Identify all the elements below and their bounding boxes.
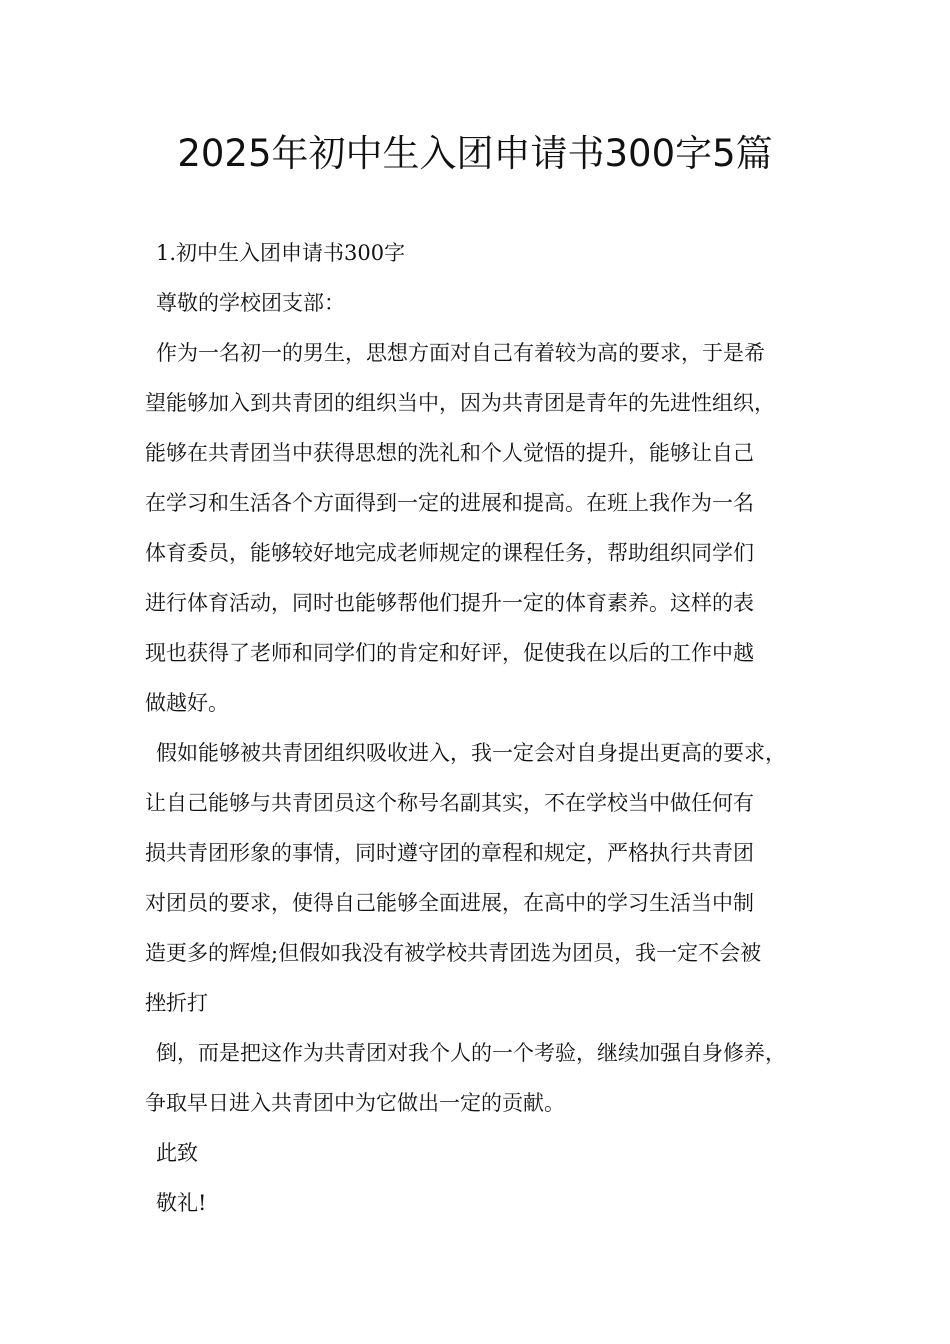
paragraph-line: 作为一名初一的男生，思想方面对自己有着较为高的要求，于是希 — [156, 341, 765, 365]
document-body — [145, 234, 835, 1223]
paragraph-line: 损共青团形象的事情，同时遵守团的章程和规定，严格执行共青团 — [145, 841, 754, 865]
paragraph-line: 对团员的要求，使得自己能够全面进展，在高中的学习生活当中制 — [145, 891, 754, 915]
paragraph-line: 能够在共青团当中获得思想的洗礼和个人觉悟的提升，能够让自己 — [145, 441, 754, 465]
paragraph-line: 倒，而是把这作为共青团对我个人的一个考验，继续加强自身修养， — [156, 1041, 786, 1065]
paragraph-1 — [145, 334, 835, 723]
paragraph-line: 体育委员，能够较好地完成老师规定的课程任务，帮助组织同学们 — [145, 541, 754, 565]
paragraph-3 — [145, 1034, 835, 1123]
closing-line-2: 敬礼! — [156, 1191, 207, 1215]
paragraph-line: 挫折打 — [145, 991, 208, 1015]
paragraph-line: 争取早日进入共青团中为它做出一定的贡献。 — [145, 1091, 565, 1115]
paragraph-2 — [145, 734, 835, 1023]
paragraph-line: 假如能够被共青团组织吸收进入，我一定会对自身提出更高的要求， — [156, 741, 786, 765]
paragraph-line: 在学习和生活各个方面得到一定的进展和提高。在班上我作为一名 — [145, 491, 754, 515]
document-title: 2025年初中生入团申请书300字5篇 — [177, 132, 773, 175]
paragraph-line: 进行体育活动，同时也能够帮他们提升一定的体育素养。这样的表 — [145, 591, 754, 615]
section-heading: 1.初中生入团申请书300字 — [156, 241, 406, 265]
salutation: 尊敬的学校团支部： — [156, 291, 345, 315]
paragraph-line: 做越好。 — [145, 691, 229, 715]
paragraph-line: 造更多的辉煌;但假如我没有被学校共青团选为团员，我一定不会被 — [145, 941, 762, 965]
paragraph-line: 望能够加入到共青团的组织当中，因为共青团是青年的先进性组织， — [145, 391, 775, 415]
paragraph-line: 让自己能够与共青团员这个称号名副其实，不在学校当中做任何有 — [145, 791, 754, 815]
paragraph-line: 现也获得了老师和同学们的肯定和好评，促使我在以后的工作中越 — [145, 641, 754, 665]
closing-line-1: 此致 — [156, 1141, 198, 1165]
